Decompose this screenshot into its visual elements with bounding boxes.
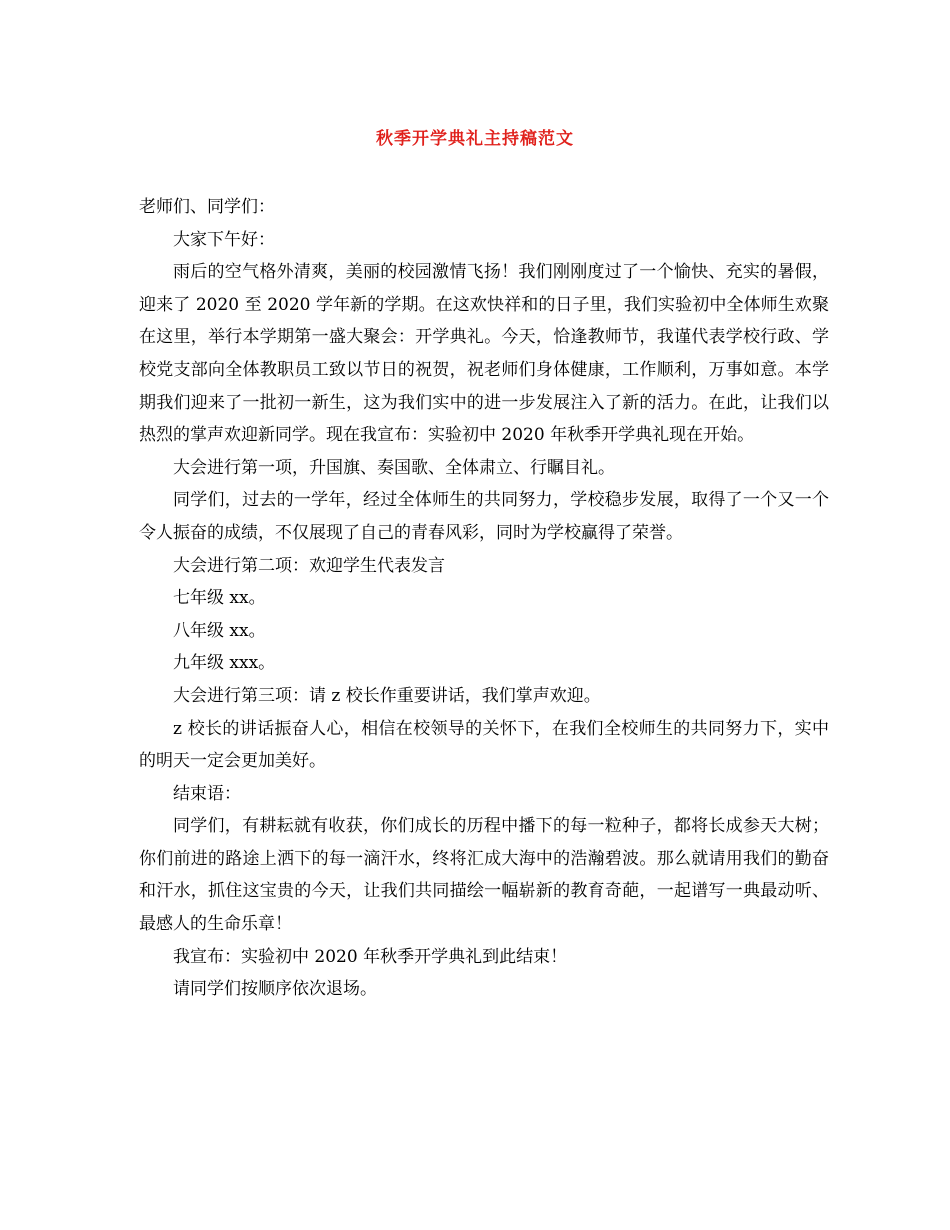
closing-heading: 结束语： xyxy=(173,783,241,804)
review-paragraph: 同学们，过去的一学年，经过全体师生的共同努力，学校稳步发展，取得了一个又一个令人振奋的成绩，不仅展现了自己的青春风彩，同时为学校赢得了荣誉。 xyxy=(139,490,829,543)
document-body xyxy=(139,191,829,1006)
speaker-grade-7: 七年级 xx。 xyxy=(173,588,266,609)
document-title: 秋季开学典礼主持稿范文 xyxy=(376,129,574,149)
dismissal-instruction: 请同学们按顺序依次退场。 xyxy=(173,979,377,1000)
agenda-item-2: 大会进行第二项：欢迎学生代表发言 xyxy=(173,555,445,576)
agenda-item-3: 大会进行第三项：请 z 校长作重要讲话，我们掌声欢迎。 xyxy=(173,685,601,706)
agenda-item-1: 大会进行第一项，升国旗、奏国歌、全体肃立、行瞩目礼。 xyxy=(173,457,615,478)
closing-announcement: 我宣布：实验初中 2020 年秋季开学典礼到此结束！ xyxy=(173,946,568,967)
opening-paragraph: 雨后的空气格外清爽，美丽的校园激情飞扬！我们刚刚度过了一个愉快、充实的暑假，迎来了 2020 至 2020 学年新的学期。在这欢快祥和的日子里，我们实验初中全体师生欢聚在这里，举行本学期第一盛大聚会：开学典礼。今天，恰逢教师节，我谨代表学校行政、学校党支部向全体教职员工致以节日的祝贺，祝老师们身体健康，工作顺利，万事如意。本学期我们迎来了一批初一新生，这为我们实中的进一步发展注入了新的活力。在此，让我们以热烈的掌声欢迎新同学。现在我宣布：实验初中 2020 年秋季开学典礼现在开始。 xyxy=(139,262,829,446)
speaker-grade-9: 九年级 xxx。 xyxy=(173,653,276,674)
closing-paragraph: 同学们，有耕耘就有收获，你们成长的历程中播下的每一粒种子，都将长成参天大树；你们前进的路途上洒下的每一滴汗水，终将汇成大海中的浩瀚碧波。那么就请用我们的勤奋和汗水，抓住这宝贵的今天，让我们共同描绘一幅崭新的教育奇葩，一起谱写一典最动听、最感人的生命乐章！ xyxy=(139,816,829,935)
principal-comment: z 校长的讲话振奋人心，相信在校领导的关怀下，在我们全校师生的共同努力下，实中的明天一定会更加美好。 xyxy=(139,718,829,772)
speaker-grade-8: 八年级 xx。 xyxy=(173,620,266,641)
salutation: 老师们、同学们： xyxy=(139,197,275,217)
greeting: 大家下午好： xyxy=(173,229,275,250)
